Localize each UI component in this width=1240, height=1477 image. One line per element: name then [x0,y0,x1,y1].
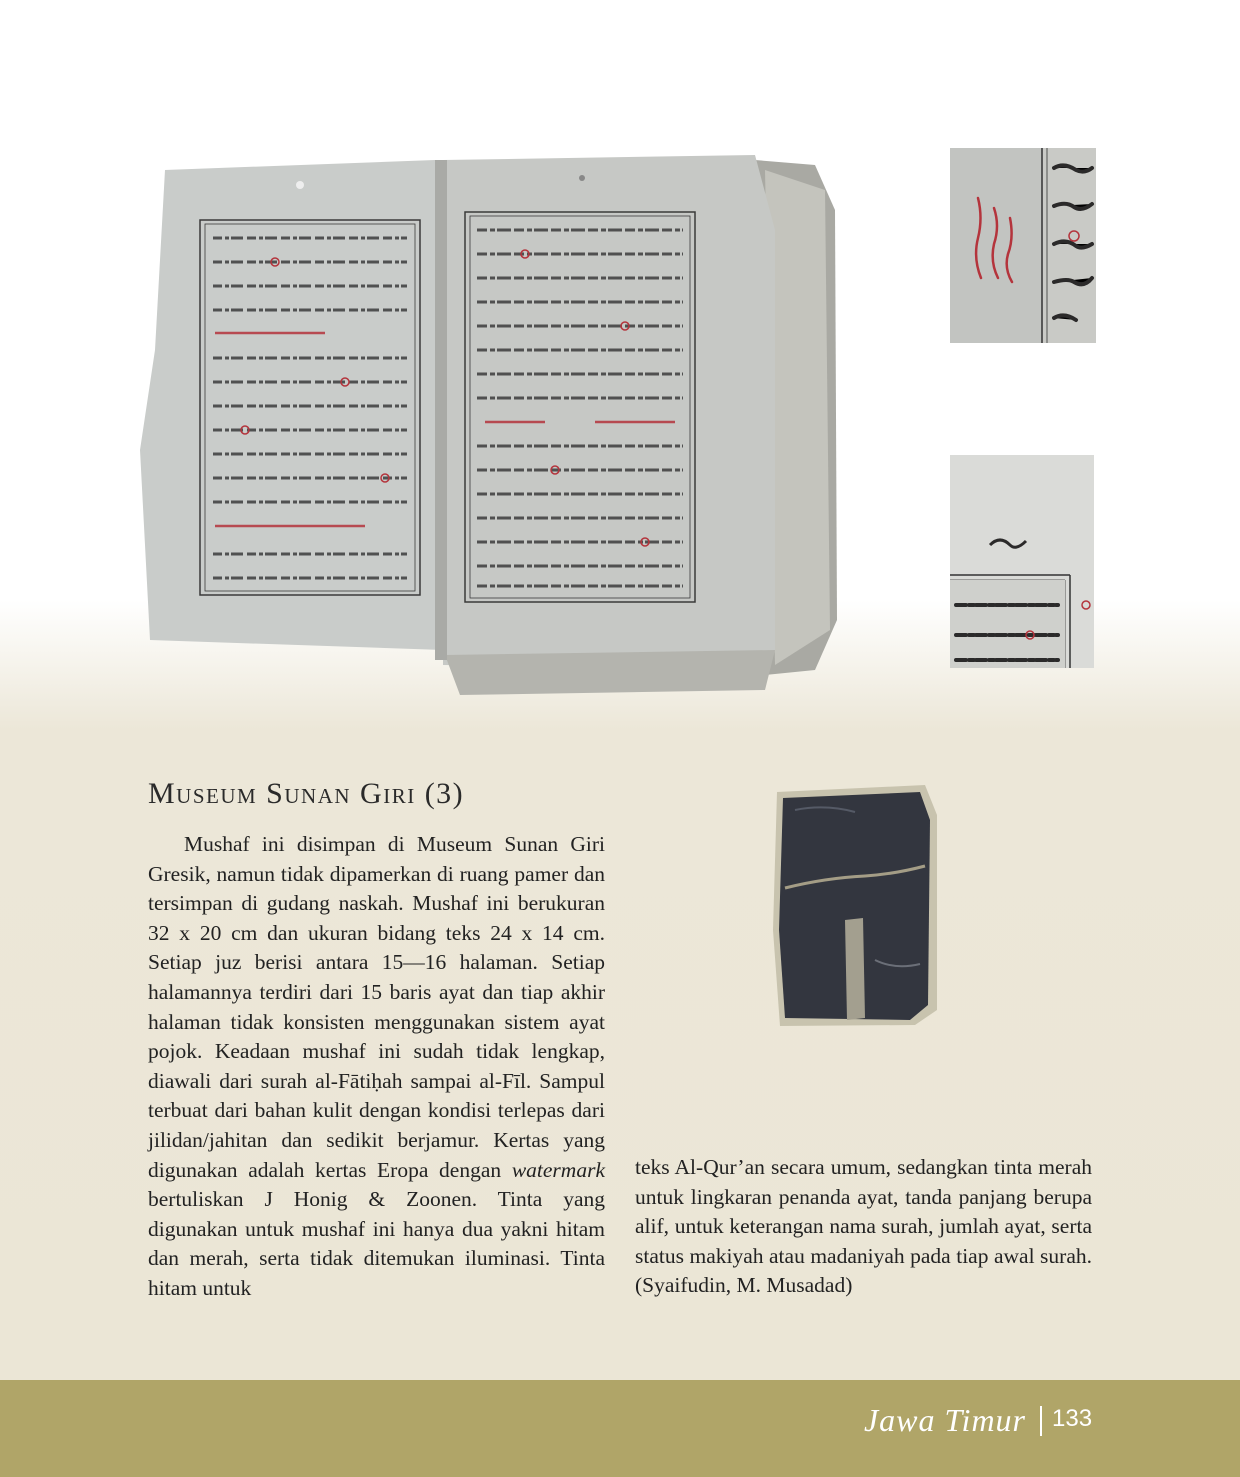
footer-separator [1040,1406,1042,1436]
article-paragraph [148,830,605,1304]
catchword-detail-photo [950,455,1094,668]
article-column-left [148,830,605,1304]
paragraph-text-start: Mushaf ini disimpan di Museum Sunan Giri Gresik, namun tidak dipamerkan di ruang pamer dan tersimpan di gudang naskah. Mushaf ini berukuran 32 x 20 cm dan ukuran bidang teks 24 x 14 cm. Setiap juz berisi antara 15—16 halaman. Setiap halamannya terdiri dari 15 baris ayat dan tiap akhir halaman tidak konsisten menggunakan sistem ayat pojok. Keadaan mushaf ini sudah tidak lengkap, diawali dari surah al-Fātiḥah sampai al-Fīl. Sampul terbuat dari bahan kulit dengan kondisi terlepas dari jilidan/jahitan dan sedikit berjamur. Kertas yang digunakan adalah kertas Eropa dengan [148,832,605,1182]
paragraph-text-end: bertuliskan J Honig & Zoonen. Tinta yang digunakan untuk mushaf ini hanya dua yakni hitam dan merah, serta tidak ditemukan iluminasi. Tinta hitam untuk [148,1187,605,1300]
article-paragraph-continued: teks Al-Qur’an secara umum, sedangkan tinta merah untuk lingkaran penanda ayat, tanda panjang berupa alif, untuk keterangan nama surah, jumlah ayat, serta status makiyah atau madaniyah pada tiap awal surah. (Syaifudin, M. Musadad) [635,1155,1092,1298]
marginal-note-detail-photo [950,148,1096,343]
section-title: Museum Sunan Giri (3) [148,777,465,810]
page-number: 133 [1052,1405,1093,1432]
footer-region-title: Jawa Timur [863,1402,1026,1438]
article-column-right [635,1153,1092,1301]
open-manuscript-photo [125,150,850,695]
leather-cover-photo [765,780,945,1030]
watermark-term: watermark [511,1157,605,1182]
